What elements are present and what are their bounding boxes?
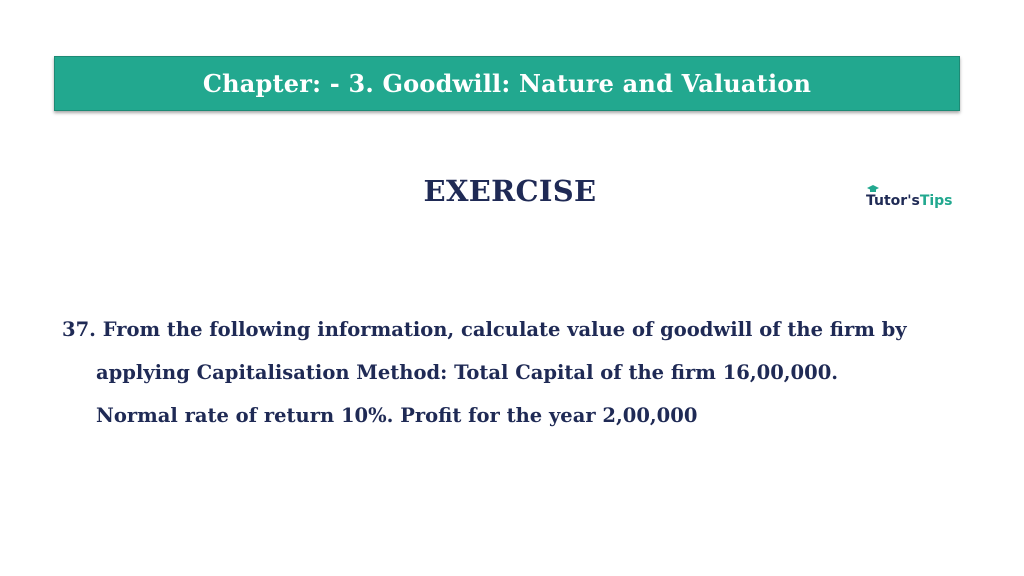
graduation-cap-icon xyxy=(867,185,879,193)
exercise-heading: EXERCISE xyxy=(423,174,597,208)
question-line-3: Normal rate of return 10%. Profit for the year 2,00,000 xyxy=(96,404,698,427)
question-text xyxy=(62,308,962,437)
tutors-tips-logo xyxy=(866,188,953,214)
chapter-banner xyxy=(54,56,960,111)
question-line-2: applying Capitalisation Method: Total Capital of the firm 16,00,000. xyxy=(96,361,839,384)
logo-text-tips: Tips xyxy=(919,193,953,209)
logo-text-tutors: Tutor's xyxy=(866,193,920,209)
chapter-title: Chapter: - 3. Goodwill: Nature and Valuation xyxy=(202,69,812,98)
question-line-1: 37. From the following information, calculate value of goodwill of the firm by xyxy=(62,318,907,341)
